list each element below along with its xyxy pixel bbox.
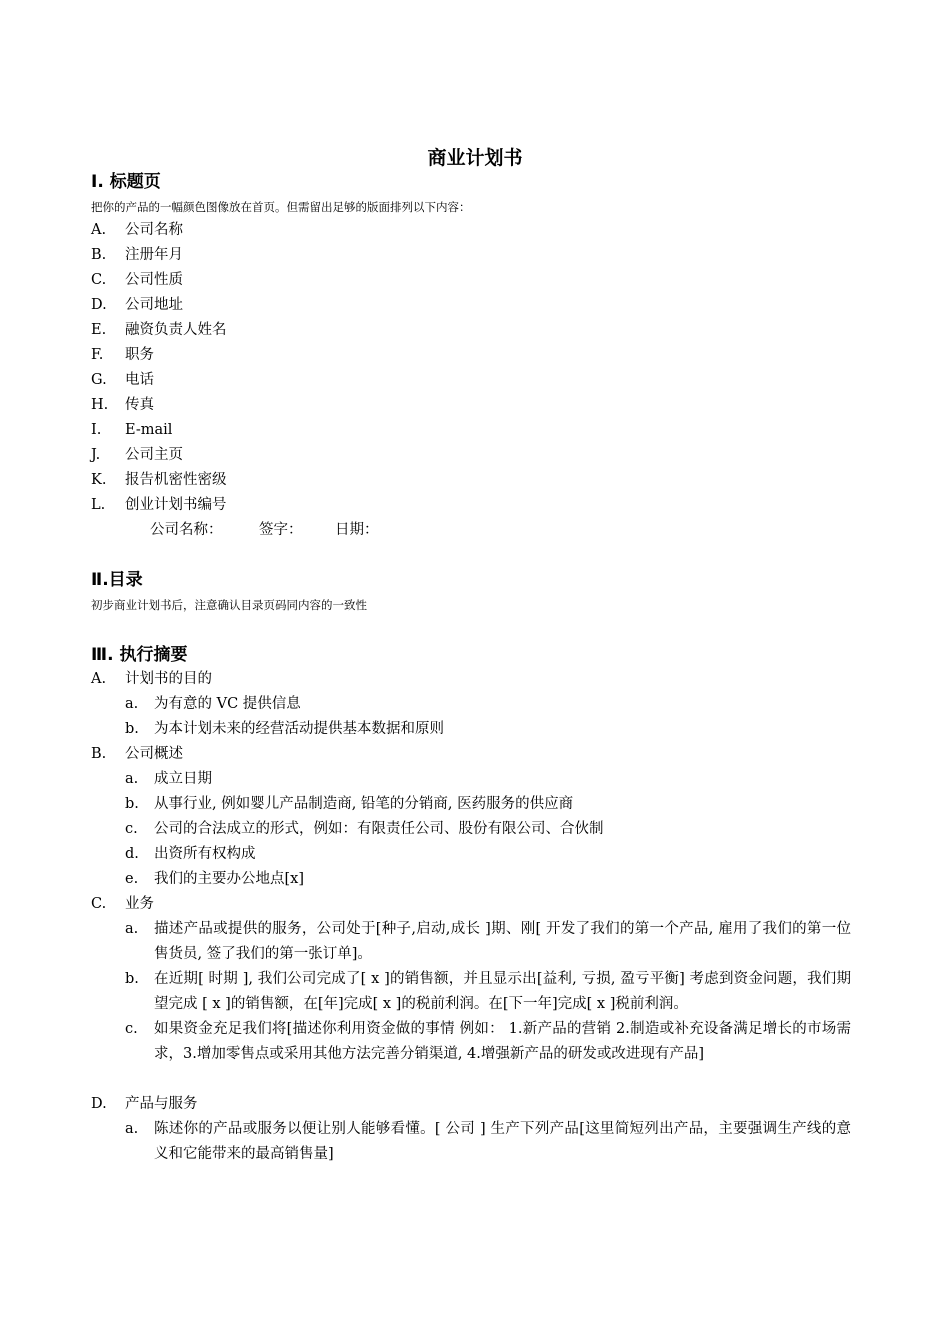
sub-list-paragraph: [125, 967, 851, 1017]
sub-list-text: 成立日期: [154, 771, 212, 787]
list-marker: I.: [91, 422, 102, 438]
signature-line: [150, 518, 379, 543]
sub-list-marker: a.: [125, 696, 139, 712]
section-heading-executive-summary: Ⅲ. 执行摘要: [91, 645, 188, 665]
list-text: 融资负责人姓名: [125, 322, 227, 338]
sub-list-item: [125, 767, 851, 792]
list-item: [91, 667, 851, 692]
sub-list-marker: a.: [125, 1121, 139, 1137]
sub-list-item: [125, 717, 851, 742]
sub-list-text: 描述产品或提供的服务，公司处于[种子,启动,成长 ]期、刚[ 开发了我们的第一个产品, 雇用了我们的第一位售货员, 签了我们的第一张订单]。: [154, 921, 851, 962]
sub-list-text: 我们的主要办公地点[x]: [154, 871, 304, 887]
list-item: [91, 892, 851, 917]
sub-list-item: [125, 692, 851, 717]
sub-list-marker: b.: [125, 721, 139, 737]
sub-list-item: [125, 817, 851, 842]
document-title: 商业计划书: [427, 147, 523, 169]
list-item: [91, 343, 851, 368]
signature-company-label: 公司名称：: [150, 522, 223, 538]
list-item: [91, 318, 851, 343]
list-marker: J.: [91, 447, 101, 463]
sub-list-text: 陈述你的产品或服务以便让别人能够看懂。[ 公司 ] 生产下列产品[这里简短列出产品，主要强调生产线的意义和它能带来的最高销售量]: [154, 1121, 851, 1162]
list-item: [91, 742, 851, 767]
sub-list-paragraph: [125, 1117, 851, 1167]
list-marker: G.: [91, 372, 107, 388]
list-marker: A.: [91, 671, 107, 687]
list-text: 公司名称: [125, 222, 183, 238]
list-item: [91, 1092, 851, 1117]
section-note-toc: 初步商业计划书后，注意确认目录页码同内容的一致性: [91, 598, 367, 612]
list-text: 业务: [125, 896, 154, 912]
sub-list-text: 如果资金充足我们将[描述你利用资金做的事情 例如： 1.新产品的营销 2.制造或补充设备满足增长的市场需求，3.增加零售点或采用其他方法完善分销渠道, 4.增强新产品的研发或改进现有产品]: [154, 1021, 851, 1062]
list-item: [91, 368, 851, 393]
sub-list-text: 在近期[ 时期 ], 我们公司完成了[ x ]的销售额，并且显示出[益利, 亏损, 盈亏平衡] 考虑到资金问题，我们期望完成 [ x ]的销售额，在[年]完成[ x ]的税前利润。在[下一年]完成[ x ]税前利润。: [154, 971, 851, 1012]
list-text: 注册年月: [125, 247, 183, 263]
list-item: [91, 243, 851, 268]
sub-list-text: 公司的合法成立的形式，例如：有限责任公司、股份有限公司、合伙制: [154, 821, 604, 837]
list-marker: A.: [91, 222, 107, 238]
list-marker: K.: [91, 472, 107, 488]
list-item: [91, 493, 851, 518]
list-marker: C.: [91, 896, 107, 912]
list-marker: D.: [91, 1096, 107, 1112]
sub-list-marker: a.: [125, 921, 139, 937]
sub-list-marker: c.: [125, 821, 138, 837]
sub-list-marker: a.: [125, 771, 139, 787]
list-text: 公司主页: [125, 447, 183, 463]
sub-list-paragraph: [125, 1017, 851, 1067]
list-text: 职务: [125, 347, 154, 363]
list-item: [91, 443, 851, 468]
list-text: 传真: [125, 397, 154, 413]
list-text: 电话: [125, 372, 154, 388]
list-marker: E.: [91, 322, 107, 338]
list-text: 公司性质: [125, 272, 183, 288]
list-marker: F.: [91, 347, 104, 363]
signature-sign-label: 签字：: [259, 522, 303, 538]
sub-list-text: 从事行业, 例如婴儿产品制造商, 铅笔的分销商, 医药服务的供应商: [154, 796, 574, 812]
list-item: [91, 393, 851, 418]
list-marker: B.: [91, 247, 107, 263]
signature-date-label: 日期：: [335, 522, 379, 538]
sub-list-item: [125, 867, 851, 892]
list-text: 计划书的目的: [125, 671, 212, 687]
list-text: E-mail: [125, 422, 173, 438]
list-text: 公司概述: [125, 746, 183, 762]
list-item: [91, 293, 851, 318]
sub-list-text: 为有意的 VC 提供信息: [154, 696, 301, 712]
list-item: [91, 468, 851, 493]
sub-list-item: [125, 792, 851, 817]
sub-list-text: 出资所有权构成: [154, 846, 256, 862]
sub-list-marker: d.: [125, 846, 139, 862]
section-heading-toc: Ⅱ.目录: [91, 570, 143, 590]
sub-list-marker: c.: [125, 1021, 138, 1037]
list-marker: C.: [91, 272, 107, 288]
list-marker: L.: [91, 497, 106, 513]
list-item: [91, 418, 851, 443]
sub-list-marker: b.: [125, 971, 139, 987]
sub-list-paragraph: [125, 917, 851, 967]
list-marker: H.: [91, 397, 109, 413]
section-heading-title-page: Ⅰ. 标题页: [91, 172, 161, 192]
list-marker: B.: [91, 746, 107, 762]
list-text: 报告机密性密级: [125, 472, 227, 488]
sub-list-item: [125, 842, 851, 867]
sub-list-text: 为本计划未来的经营活动提供基本数据和原则: [154, 721, 444, 737]
sub-list-marker: b.: [125, 796, 139, 812]
list-marker: D.: [91, 297, 107, 313]
list-item: [91, 218, 851, 243]
sub-list-marker: e.: [125, 871, 139, 887]
list-text: 创业计划书编号: [125, 497, 227, 513]
list-item: [91, 268, 851, 293]
section-note-title-page: 把你的产品的一幅颜色图像放在首页。但需留出足够的版面排列以下内容：: [91, 200, 471, 214]
list-text: 产品与服务: [125, 1096, 198, 1112]
list-text: 公司地址: [125, 297, 183, 313]
